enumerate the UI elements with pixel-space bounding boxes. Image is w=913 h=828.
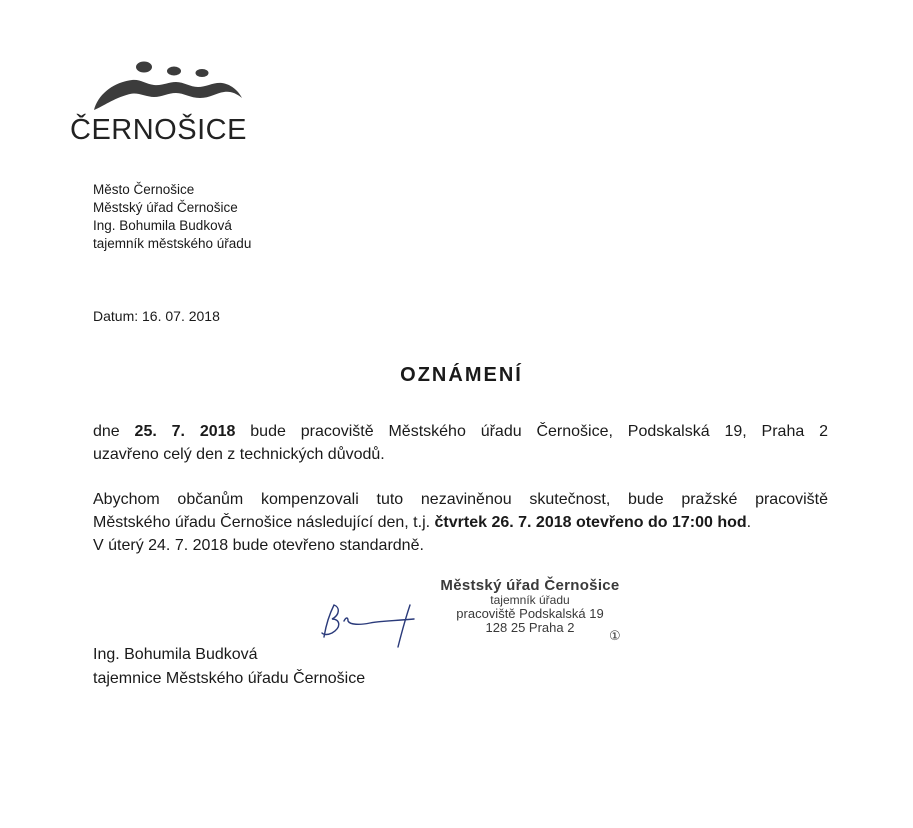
- logo-text: ČERNOŠICE: [70, 114, 247, 146]
- stamp-line: tajemník úřadu: [490, 593, 570, 607]
- sender-line: tajemník městského úřadu: [93, 236, 252, 251]
- logo-wave-icon: [92, 58, 242, 116]
- sender-block: [93, 181, 251, 253]
- text-span: dne: [93, 423, 135, 440]
- stamp-line: Městský úřad Černošice: [440, 577, 620, 594]
- paragraph-line: [93, 420, 828, 443]
- paragraph-line: uzavřeno celý den z technických důvodů.: [93, 446, 385, 463]
- closure-date: 25. 7. 2018: [134, 423, 236, 440]
- paragraph-line: [93, 511, 828, 534]
- text-span: .: [746, 514, 752, 531]
- opening-hours: čtvrtek 26. 7. 2018 otevřeno do 17:00 hod: [434, 514, 747, 531]
- signer-name: Ing. Bohumila Budková: [93, 646, 258, 663]
- signer-block: [93, 643, 365, 691]
- sender-line: Ing. Bohumila Budková: [93, 218, 232, 233]
- paragraph-closure: [93, 420, 828, 466]
- paragraph-line: Abychom občanům kompenzovali tuto nezaviněnou skutečnost, bude pražské pracoviště: [93, 491, 828, 508]
- sender-line: Město Černošice: [93, 182, 195, 197]
- text-span: Městského úřadu Černošice následující den, t.j.: [93, 514, 435, 531]
- signer-role: tajemnice Městského úřadu Černošice: [93, 670, 366, 687]
- stamp-line: pracoviště Podskalská 19: [456, 606, 604, 621]
- stamp-line: 128 25 Praha 2: [485, 620, 575, 635]
- city-logo: [70, 52, 260, 152]
- paragraph-line: V úterý 24. 7. 2018 bude otevřeno standardně.: [93, 537, 424, 554]
- official-stamp: [420, 577, 640, 635]
- text-span: bude pracoviště Městského úřadu Černošice, Podskalská 19, Praha 2: [235, 423, 828, 440]
- stamp-mark: ①: [609, 628, 621, 643]
- paragraph-compensation: [93, 488, 828, 557]
- document-date: Datum: 16. 07. 2018: [93, 308, 220, 324]
- document-title: OZNÁMENÍ: [400, 364, 523, 386]
- sender-line: Městský úřad Černošice: [93, 200, 238, 215]
